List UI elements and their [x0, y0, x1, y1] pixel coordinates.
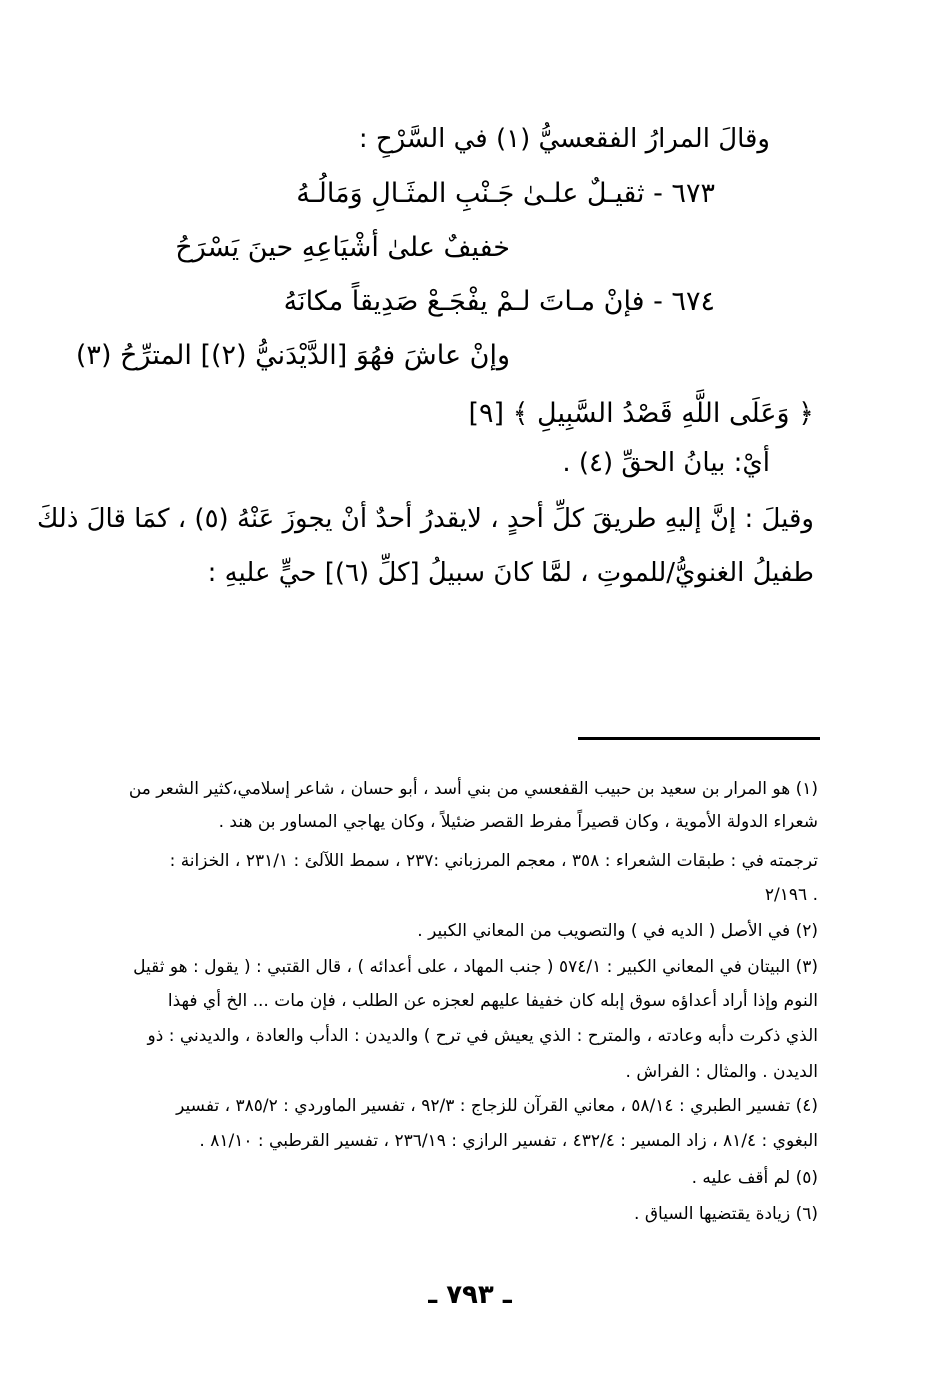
verse-674-first-hemistich: ٦٧٤ - فإنْ مـاتَ لـمْ يفْجَـعْ صَدِيقاً مكانَهُ [283, 286, 715, 317]
verse-673-first-hemistich: ٦٧٣ - ثقيـلٌ علـىٰ جَـنْبِ المثَـالِ وَمَالُـهُ [296, 178, 715, 209]
footnote-3-line-3: الذي ذكرت دأبه وعادته ، والمترح : الذي يعيش في ترح ) والديدن : الدأب والعادة ، والديدني : ذو [147, 1026, 818, 1046]
quran-verse: ﴿ وَعَلَى اللَّهِ قَصْدُ السَّبِيلِ ﴾ [٩] [468, 398, 814, 429]
verse-674-second-hemistich: وإنْ عاشَ فهُوَ [الدَّيْدَنيُّ (٢)] المترِّحُ (٣) [75, 340, 510, 371]
footnote-1-line-2: شعراء الدولة الأموية ، وكان قصيراً مفرط القصر ضئيلاً ، وكان يهاجي المساور بن هند . [218, 812, 818, 832]
footnote-3-line-2: النوم وإذا أراد أعداؤه سوق إبله كان خفيفا عليهم لعجزه عن الطلب ، فإن مات ... الخ أي فهذا [167, 991, 818, 1011]
footnote-3-line-1: (٣) البيتان في المعاني الكبير : ٥٧٤/١ ( جنب المهاد ، على أعدائه ) ، قال القتبي : ( يقول : هو ثقيل [133, 957, 818, 977]
explanation-line: أيْ: بيانُ الحقِّ (٤) . [562, 448, 770, 478]
footnote-4-line-2: البغوي : ٨١/٤ ، زاد المسير : ٤٣٢/٤ ، تفسير الرازي : ٢٣٦/١٩ ، تفسير القرطبي : ٨١/١٠ . [199, 1131, 818, 1151]
footnote-5: (٥) لم أقف عليه . [691, 1168, 818, 1188]
verse-673-second-hemistich: خفيفٌ علىٰ أشْيَاعِهِ حينَ يَسْرَحُ [175, 232, 510, 263]
footnote-1-line-4: ٢/١٩٦ . [764, 885, 818, 905]
body-text-line-1: وقيلَ : إنَّ إليهِ طريقَ كلِّ أحدٍ ، لايقدرُ أحدٌ أنْ يجوزَ عَنْهُ (٥) ، كمَا قالَ ذلكَ [36, 504, 814, 534]
intro-line: وقالَ المرارُ الفقعسيُّ (١) في السَّرْحِ : [358, 124, 770, 154]
footnote-separator [578, 737, 820, 740]
footnote-1-line-3: ترجمته في : طبقات الشعراء : ٣٥٨ ، معجم المرزباني :٢٣٧ ، سمط اللآلئ : ٢٣١/١ ، الخزانة : [169, 851, 818, 871]
footnote-3-line-4: الديدن . والمثال : الفراش . [625, 1062, 818, 1082]
footnote-1-line-1: (١) هو المرار بن سعيد بن حبيب القفعسي من بني أسد ، أبو حسان ، شاعر إسلامي،كثير الشعر من [128, 779, 818, 799]
page-number: ـ ٧٩٣ ـ [428, 1280, 512, 1310]
footnote-2: (٢) في الأصل ( الديه في ) والتصويب من المعاني الكبير . [417, 921, 818, 941]
footnote-4-line-1: (٤) تفسير الطبري : ٥٨/١٤ ، معاني القرآن للزجاج : ٩٢/٣ ، تفسير الماوردي : ٣٨٥/٢ ، تفسير [176, 1096, 818, 1116]
body-text-line-2: طفيلُ الغنويُّ/للموتِ ، لمَّا كانَ سبيلُ [كلِّ (٦)] حيٍّ عليهِ : [207, 558, 814, 588]
footnote-6: (٦) زيادة يقتضيها السياق . [634, 1204, 818, 1224]
